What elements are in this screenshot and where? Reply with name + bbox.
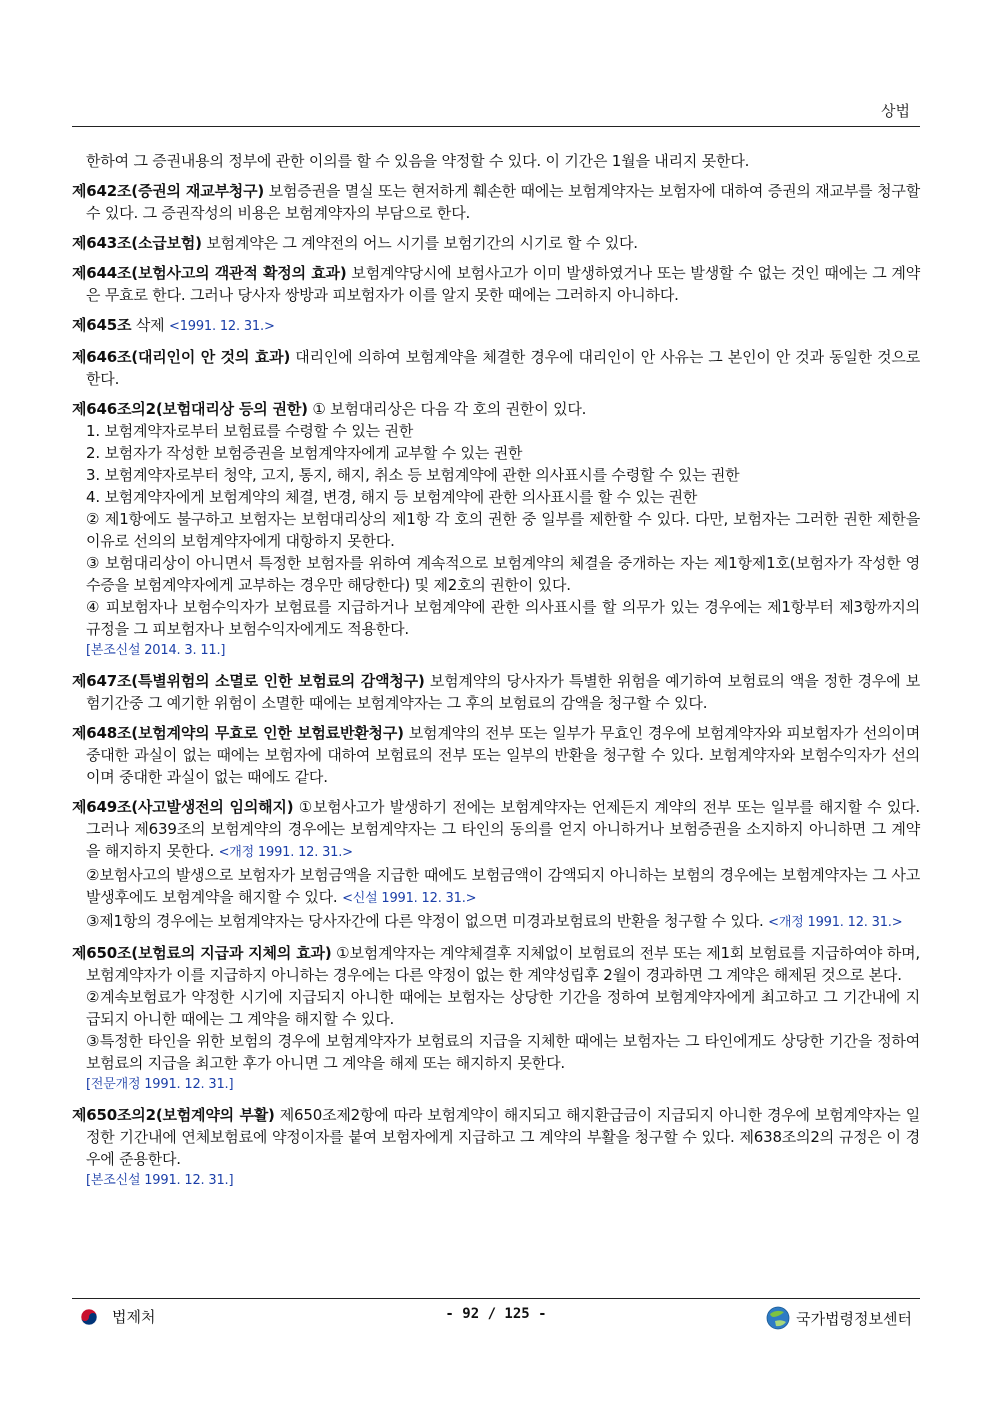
article-heading: 제645조 (72, 316, 132, 334)
article-text: 제650조제2항에 따라 보험계약이 해지되고 해지환급금이 지급되지 아니한 경우에 보험계약자는 일정한 기간내에 연체보험료에 약정이자를 붙여 보험자에게 지급하고 그 계약의 부활을 청구할 수 있다. 제638조의2의 규정은 이 경우에 준용한다. (86, 1106, 920, 1168)
page-number: - 92 / 125 - (445, 1306, 547, 1322)
article-heading: 제650조(보험료의 지급과 지체의 효과) (72, 944, 332, 962)
article-text: 보험계약당시에 보험사고가 이미 발생하였거나 또는 발생할 수 없는 것인 때에는 그 계약은 무효로 한다. 그러나 당사자 쌍방과 피보험자가 이를 알지 못한 때에는 그러하지 아니하다. (86, 264, 920, 304)
article-heading: 제649조(사고발생전의 임의해지) (72, 798, 294, 816)
article-text: ①보험사고가 발생하기 전에는 보험계약자는 언제든지 계약의 전부 또는 일부를 해지할 수 있다. 그러나 제639조의 보험계약의 경우에는 보험계약자는 그 타인의 동의를 얻지 아니하거나 보험증권을 소지하지 아니하면 그 계약을 해지하지 못한다. (86, 798, 920, 860)
article-text: 대리인에 의하여 보험계약을 체결한 경우에 대리인이 안 사유는 그 본인이 안 것과 동일한 것으로 한다. (86, 348, 920, 388)
amendment-note: <신설 1991. 12. 31.> (342, 891, 477, 906)
article-647 (72, 670, 920, 714)
article-heading: 제647조(특별위험의 소멸로 인한 보험료의 감액청구) (72, 672, 425, 690)
article-text: 삭제 (131, 316, 170, 334)
list-item: ③ 보험대리상이 아니면서 특정한 보험자를 위하여 계속적으로 보험계약의 체결을 중개하는 자는 제1항제1호(보험자가 작성한 영수증을 보험계약자에게 교부하는 경우만 해당한다) 및 제2호의 권한이 있다. (86, 554, 920, 594)
list-item: 3. 보험계약자로부터 청약, 고지, 통지, 해지, 취소 등 보험계약에 관한 의사표시를 수령할 수 있는 권한 (86, 466, 740, 484)
footer-divider (72, 1298, 920, 1299)
publisher-label: 법제처 (112, 1308, 156, 1326)
sub-paragraph: ③특정한 타인을 위한 보험의 경우에 보험계약자가 보험료의 지급을 지체한 때에는 보험자는 그 타인에게도 상당한 기간을 정하여 보험료의 지급을 최고한 후가 아니면 그 계약을 해제 또는 해지하지 못한다. (86, 1032, 920, 1072)
article-heading: 제650조의2(보험계약의 부활) (72, 1106, 275, 1124)
document-title: 상법 (881, 102, 910, 120)
article-text: 보험계약은 그 계약전의 어느 시기를 보험기간의 시기로 할 수 있다. (201, 234, 638, 252)
article-648 (72, 722, 920, 788)
article-text: 보험계약의 당사자가 특별한 위험을 예기하여 보험료의 액을 정한 경우에 보험기간중 그 예기한 위험이 소멸한 때에는 보험계약자는 그 후의 보험료의 감액을 청구할 수 있다. (86, 672, 920, 712)
amendment-note: [본조신설 1991. 12. 31.] (86, 1173, 234, 1188)
amendment-note: <1991. 12. 31.> (169, 319, 275, 334)
sub-paragraph: ②보험사고의 발생으로 보험자가 보험금액을 지급한 때에도 보험금액이 감액되지 아니하는 보험의 경우에는 보험계약자는 그 사고발생후에도 보험계약을 해지할 수 있다. <신설 1991. 12. 31.> (86, 866, 920, 906)
article-heading: 제648조(보험계약의 무효로 인한 보험료반환청구) (72, 724, 404, 742)
article-heading: 제646조(대리인이 안 것의 효과) (72, 348, 291, 366)
article-heading: 제642조(증권의 재교부청구) (72, 182, 265, 200)
article-646 (72, 346, 920, 390)
article-644 (72, 262, 920, 306)
list-item: ④ 피보험자나 보험수익자가 보험료를 지급하거나 보험계약에 관한 의사표시를 할 의무가 있는 경우에는 제1항부터 제3항까지의 규정을 그 피보험자나 보험수익자에게도 적용한다. (86, 598, 920, 638)
amendment-note: [본조신설 2014. 3. 11.] (86, 643, 226, 658)
sub-paragraph: ③제1항의 경우에는 보험계약자는 당사자간에 다른 약정이 없으면 미경과보험료의 반환을 청구할 수 있다. <개정 1991. 12. 31.> (86, 912, 903, 930)
list-item: 4. 보험계약자에게 보험계약의 체결, 변경, 해지 등 보험계약에 관한 의사표시를 할 수 있는 권한 (86, 488, 698, 506)
article-heading: 제643조(소급보험) (72, 234, 202, 252)
amendment-note: [전문개정 1991. 12. 31.] (86, 1077, 234, 1092)
list-item: ② 제1항에도 불구하고 보험자는 보험대리상의 제1항 각 호의 권한 중 일부를 제한할 수 있다. 다만, 보험자는 그러한 권한 제한을 이유로 선의의 보험계약자에게 대항하지 못한다. (86, 510, 920, 550)
footer-source (766, 1306, 912, 1330)
list-item: 2. 보험자가 작성한 보험증권을 보험계약자에게 교부할 수 있는 권한 (86, 444, 523, 462)
article-heading: 제646조의2(보험대리상 등의 권한) (72, 400, 308, 418)
page-footer (72, 1306, 920, 1330)
document-body (72, 150, 920, 1200)
amendment-note: <개정 1991. 12. 31.> (218, 845, 353, 860)
article-650-2 (72, 1104, 920, 1192)
article-646-2 (72, 398, 920, 662)
article-text: ①보험계약자는 계약체결후 지체없이 보험료의 전부 또는 제1회 보험료를 지급하여야 하며, 보험계약자가 이를 지급하지 아니하는 경우에는 다른 약정이 없는 한 계약성립후 2월이 경과하면 그 계약은 해제된 것으로 본다. (86, 944, 920, 984)
header-divider (72, 126, 920, 127)
article-text: ① 보험대리상은 다음 각 호의 권한이 있다. (307, 400, 587, 418)
article-text: 보험증권을 멸실 또는 현저하게 훼손한 때에는 보험계약자는 보험자에 대하여 증권의 재교부를 청구할 수 있다. 그 증권작성의 비용은 보험계약자의 부담으로 한다. (86, 182, 920, 222)
article-645 (72, 314, 920, 338)
source-label: 국가법령정보센터 (796, 1309, 912, 1328)
article-642 (72, 180, 920, 224)
article-650 (72, 942, 920, 1096)
sub-paragraph: ②계속보험료가 약정한 시기에 지급되지 아니한 때에는 보험자는 상당한 기간을 정하여 보험계약자에게 최고하고 그 기간내에 지급되지 아니한 때에는 그 계약을 해지할 수 있다. (86, 988, 920, 1028)
article-643 (72, 232, 920, 254)
article-heading: 제644조(보험사고의 객관적 확정의 효과) (72, 264, 347, 282)
article-text: 보험계약의 전부 또는 일부가 무효인 경우에 보험계약자와 피보험자가 선의이며 중대한 과실이 없는 때에는 보험자에 대하여 보험료의 전부 또는 일부의 반환을 청구할 수 있다. 보험계약자와 보험수익자가 선의이며 중대한 과실이 없는 때에도 같다. (86, 724, 920, 786)
article-649 (72, 796, 920, 934)
continued-paragraph: 한하여 그 증권내용의 정부에 관한 이의를 할 수 있음을 약정할 수 있다. 이 기간은 1월을 내리지 못한다. (86, 152, 750, 170)
globe-logo-icon (766, 1306, 790, 1330)
list-item: 1. 보험계약자로부터 보험료를 수령할 수 있는 권한 (86, 422, 414, 440)
amendment-note: <개정 1991. 12. 31.> (768, 915, 903, 930)
